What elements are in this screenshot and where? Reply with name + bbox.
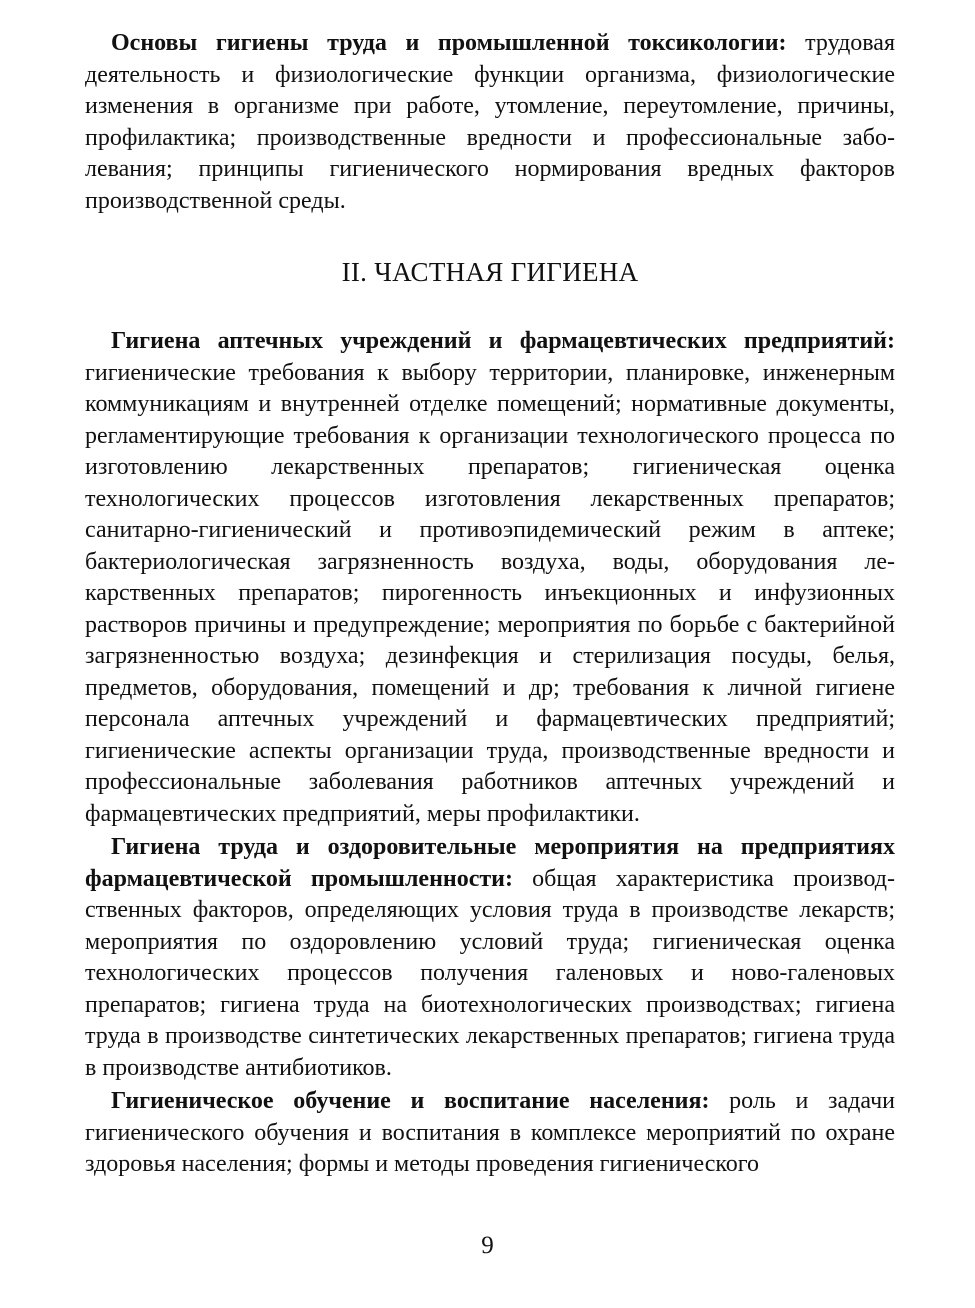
paragraph-lead: Гигиена аптечных учреждений и фармацевтических предприятий: <box>111 328 895 354</box>
paragraph-text: трудовая деятельность и физиологические функции организма, физиологические изменения в организме при работе, утомление, переутомление, причины, профилактика; производственные вредности и профессиональные заболевания; принципы гигиенического нормирования вредных факторов производственной среды. <box>85 30 895 214</box>
paragraph-pharmacy-hygiene <box>85 326 895 830</box>
paragraph-text: роль и задачи гигиенического обучения и воспитания в комплексе мероприятий по охране здоровья населения; формы и методы проведения гигиенического <box>85 1088 895 1177</box>
paragraph-text: гигиенические требования к выбору территории, планировке, инженерным коммуникациям и внутренней отделке помещений; нормативные документы, регламентирующие требования к организации технологического процесса по изготовлению лекарственных препаратов; гигиеническая оценка технологических процессов изготовления лекарственных препаратов; санитарно-гигиенический и противоэпидемический режим в аптеке; бактериологическая загрязненность воздуха, воды, оборудования лекарственных препаратов; пирогенность инъекционных и инфузионных растворов причины и предупреждение; мероприятия по борьбе с бактерийной загрязненностью воздуха; дезинфекция и стерилизация посуды, белья, предметов, оборудования, помещений и др; требования к личной гигиене персонала аптечных учреждений и фармацевтических предприятий; гигиенические аспекты организации труда, производственные вредности и профессиональные заболевания работников аптечных учреждений и фармацевтических предприятий, меры профилактики. <box>85 359 895 827</box>
paragraph-pharma-industry-hygiene <box>85 832 895 1084</box>
paragraph-hygiene-education <box>85 1086 895 1181</box>
paragraph-occupational-hygiene <box>85 28 895 217</box>
paragraph-lead: Гигиеническое обучение и воспитание населения: <box>111 1088 710 1114</box>
page-body <box>85 28 895 1181</box>
page-number: 9 <box>481 1232 494 1259</box>
paragraph-lead: Основы гигиены труда и промышленной токсикологии: <box>111 30 787 56</box>
paragraph-text: общая характеристика производственных факторов, определяющих условия труда в производстве лекарств; мероприятия по оздоровлению условий труда; гигиеническая оценка технологических процессов получения галеновых и ново-галеновых препаратов; гигиена труда на биотехнологических производствах; гигиена труда в производстве синтетических лекарственных препаратов; гигиена труда в производстве антибиотиков. <box>85 865 895 1081</box>
paragraph-lead: Гигиена труда и оздоровительные мероприятия на предприятиях фармацевтической промышленности: <box>85 834 895 892</box>
section-heading: II. ЧАСТНАЯ ГИГИЕНА <box>341 257 639 287</box>
